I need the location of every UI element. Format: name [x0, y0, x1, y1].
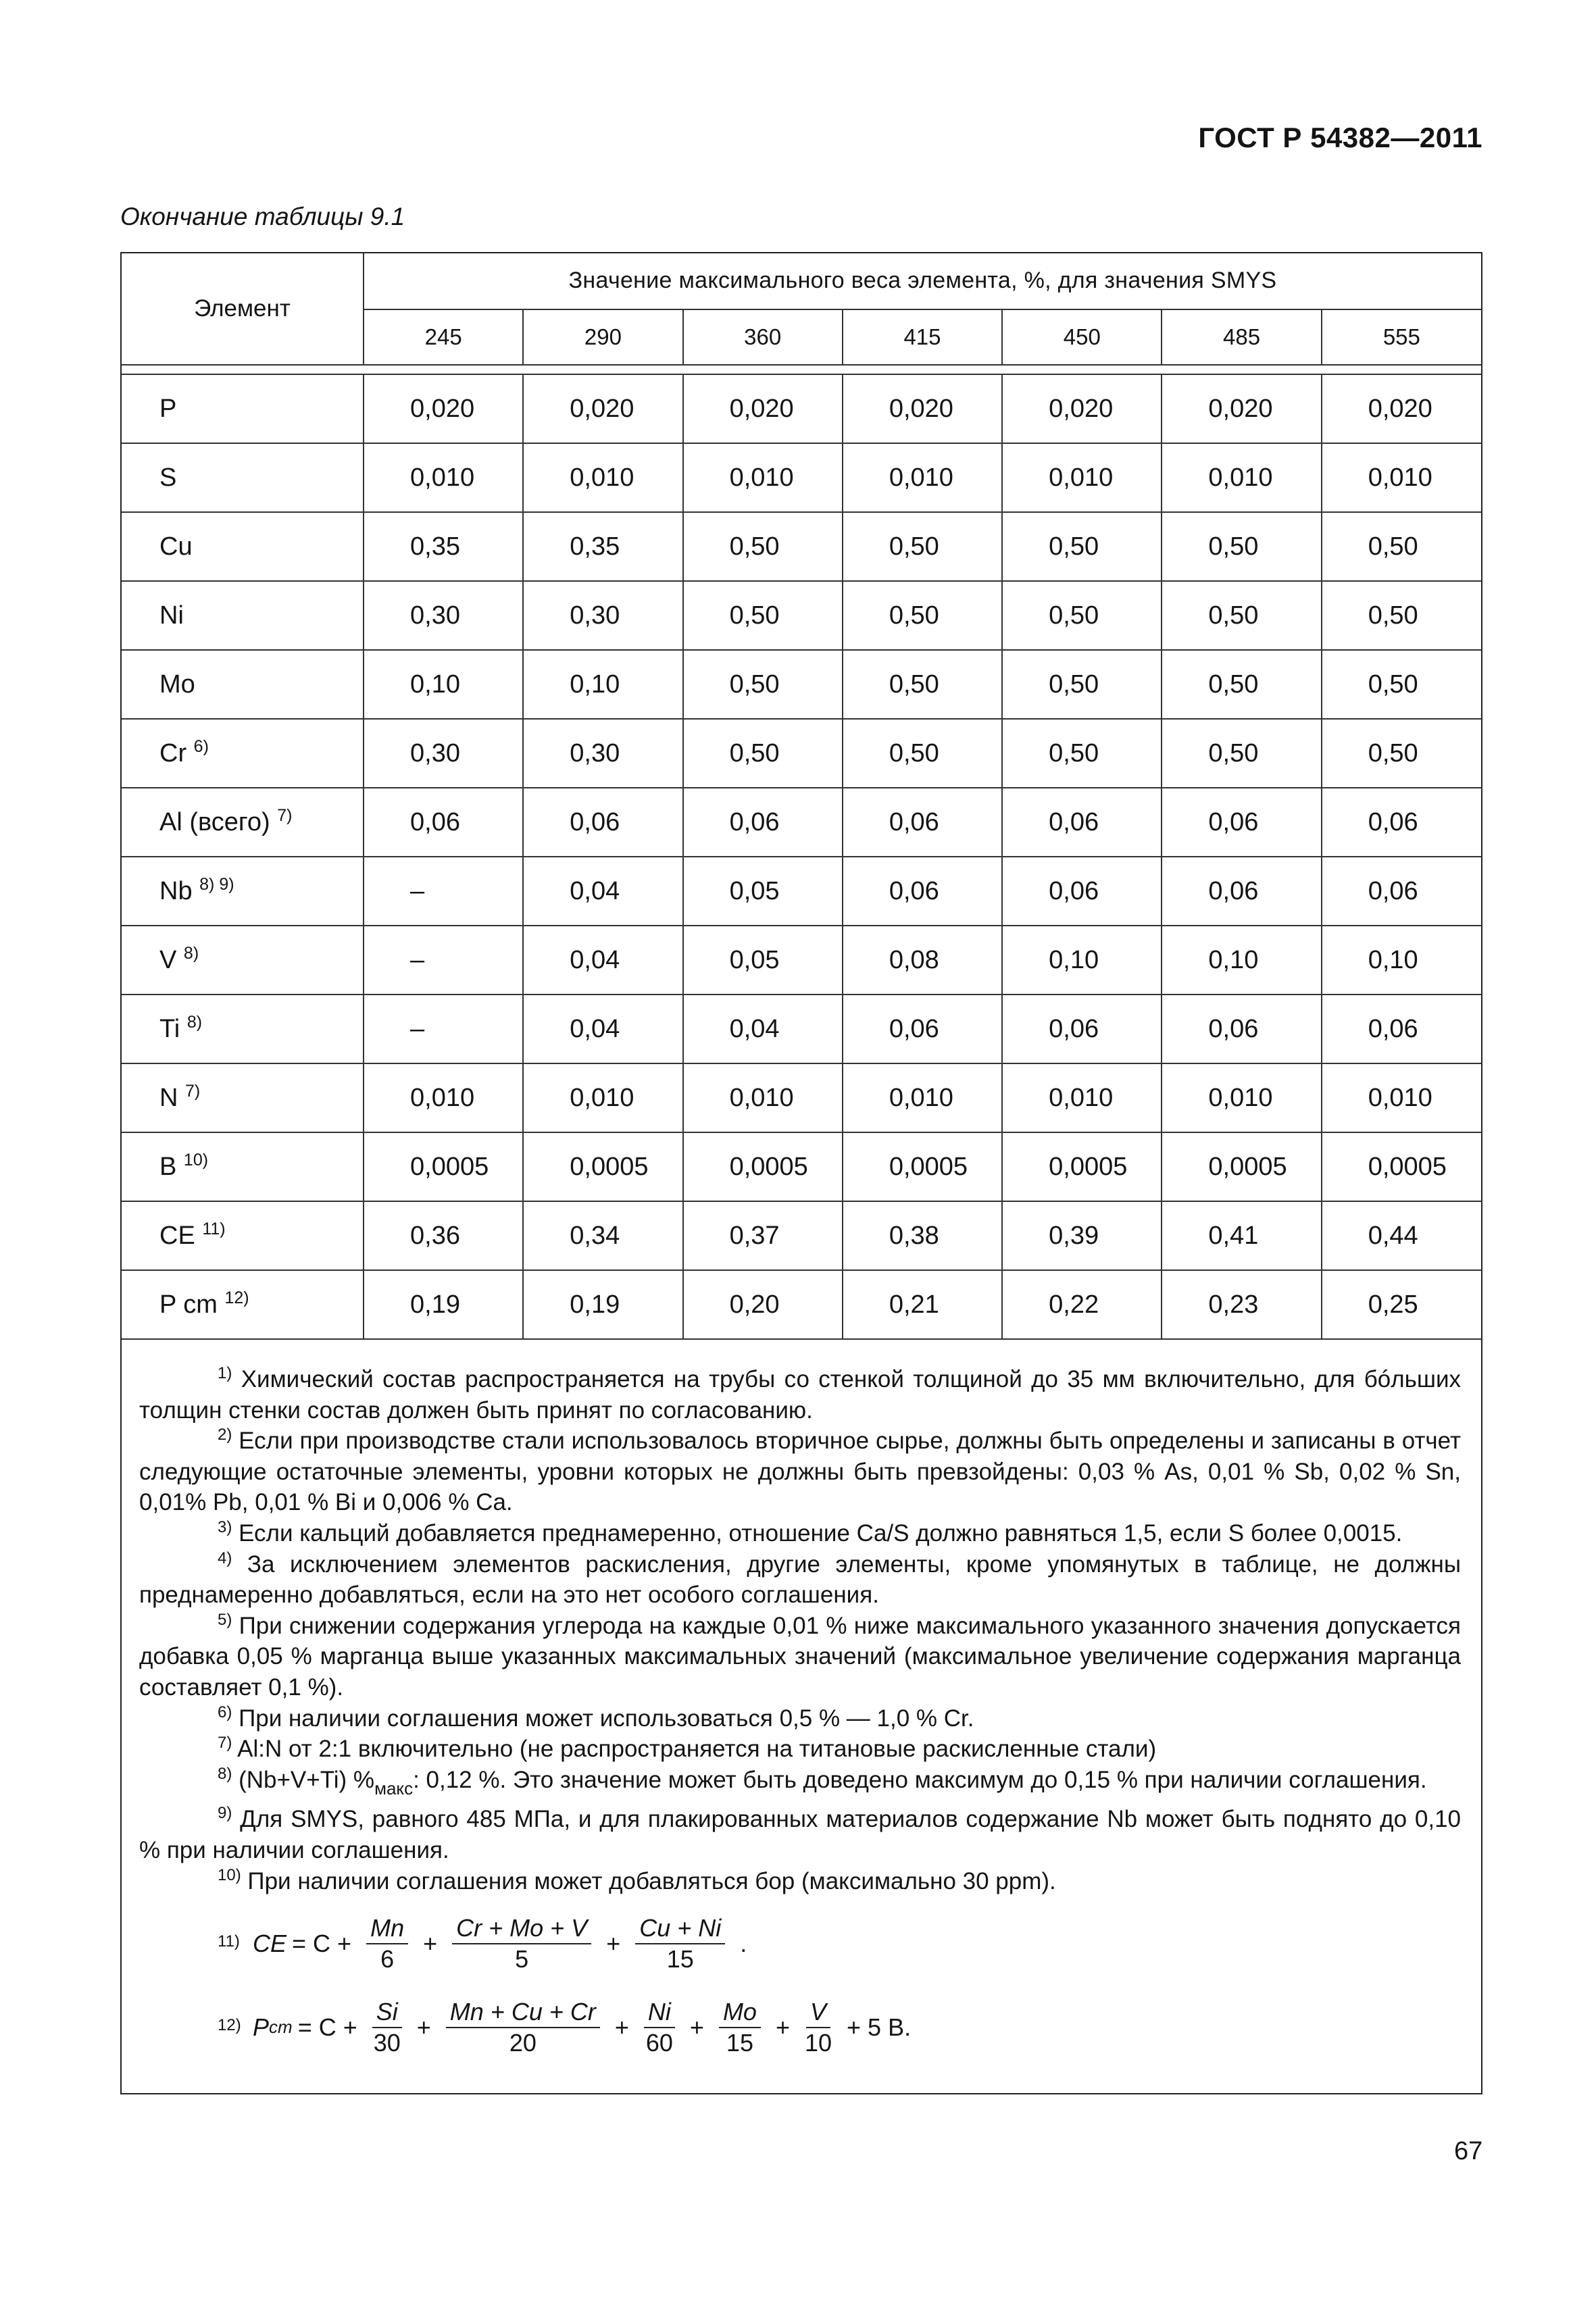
- value-cell: 0,06: [1162, 857, 1321, 926]
- value-cell: 0,0005: [523, 1132, 682, 1201]
- footnote: $^{2)}$ Если при производстве стали использовалось вторичное сырье, должны быть определены и записаны в отчет следующие остаточные элементы, уровни которых не должны быть превзойдены: 0,03 % As, 0,01 % Sb, 0,02 % Sn, 0,01% Pb, 0,01 % Bi и 0,006 % Ca.: [139, 1426, 1462, 1516]
- table-row: [122, 719, 1481, 788]
- value-cell: 0,06: [523, 788, 682, 857]
- value-cell: 0,30: [523, 581, 682, 650]
- value-cell: 0,020: [683, 374, 843, 443]
- value-cell: 0,50: [843, 581, 1002, 650]
- value-cell: 0,0005: [1002, 1132, 1162, 1201]
- value-cell: 0,06: [1162, 788, 1321, 857]
- value-cell: 0,06: [1002, 995, 1162, 1063]
- value-cell: 0,50: [1162, 512, 1321, 581]
- value-cell: 0,06: [1322, 857, 1481, 926]
- table-frame: [120, 252, 1482, 2094]
- value-cell: 0,04: [523, 926, 682, 995]
- value-cell: 0,19: [523, 1270, 682, 1339]
- table-row: [122, 1063, 1481, 1132]
- value-cell: 0,50: [1162, 581, 1321, 650]
- element-cell: P: [122, 374, 364, 443]
- footnote: $^{5)}$ При снижении содержания углерода на каждые 0,01 % ниже максимального указанного значения допускается добавка 0,05 % марганца выше указанных максимальных значений (максимальное увеличение содержания марганца составляет 0,1 %).: [139, 1610, 1461, 1701]
- value-cell: 0,50: [1002, 581, 1162, 650]
- table-row: [122, 857, 1481, 926]
- footnotes: [122, 1340, 1481, 2068]
- value-cell: 0,010: [1322, 1063, 1481, 1132]
- value-cell: 0,35: [364, 512, 523, 581]
- smys-column-header: 555: [1322, 309, 1481, 366]
- footnote-ref: 7): [185, 1081, 201, 1101]
- value-cell: 0,020: [843, 374, 1002, 443]
- value-cell: 0,020: [1162, 374, 1321, 443]
- value-cell: 0,50: [1162, 719, 1321, 788]
- value-cell: 0,06: [843, 995, 1002, 1063]
- fraction: $\frac{V}{10}$: [804, 1998, 832, 2057]
- fraction: $\frac{Mn + Cu + Cr}{20}$: [446, 1997, 600, 2058]
- table-row: [122, 926, 1481, 995]
- value-cell: 0,39: [1002, 1201, 1162, 1270]
- value-cell: 0,19: [364, 1270, 523, 1339]
- value-cell: 0,50: [1002, 650, 1162, 719]
- footnote-ref: 8): [186, 1012, 203, 1032]
- value-cell: 0,50: [1322, 581, 1481, 650]
- formula-pcm: 12) P cm = C + $\frac{Si}{30}$ + $\frac{Mn + Cu + Cr}{20}$ + $\frac{Ni}{60}$ + $\frac{Mo}{15}$ + $\frac{V}{10}$ + 5 B.: [218, 1998, 912, 2057]
- value-cell: 0,0005: [843, 1132, 1002, 1201]
- value-cell: 0,0005: [683, 1132, 843, 1201]
- value-cell: 0,50: [843, 512, 1002, 581]
- value-cell: 0,34: [523, 1201, 682, 1270]
- document-header: ГОСТ Р 54382—2011: [1198, 122, 1482, 153]
- value-cell: 0,020: [364, 374, 523, 443]
- value-cell: 0,020: [523, 374, 682, 443]
- table-body: [122, 365, 1481, 1339]
- element-column-header: Элемент: [122, 253, 364, 365]
- table-row: [122, 650, 1481, 719]
- footnote-ref: 7): [277, 805, 293, 825]
- footnote: $^{4)}$ За исключением элементов раскисления, другие элементы, кроме упомянутых в таблице, не должны преднамеренно добавляться, если на это нет особого соглашения.: [139, 1549, 1461, 1609]
- value-cell: 0,50: [843, 650, 1002, 719]
- table-row: [122, 374, 1481, 443]
- value-cell: 0,04: [523, 857, 682, 926]
- table-row: [122, 1201, 1481, 1270]
- value-cell: 0,010: [1002, 1063, 1162, 1132]
- value-cell: 0,010: [843, 1063, 1002, 1132]
- value-cell: 0,10: [1002, 926, 1162, 995]
- table-row: [122, 443, 1481, 512]
- value-cell: 0,06: [364, 788, 523, 857]
- element-cell: Ti $^{8)}$: [122, 995, 364, 1063]
- value-cell: 0,04: [683, 995, 843, 1063]
- value-cell: 0,50: [1322, 719, 1481, 788]
- value-cell: 0,010: [364, 443, 523, 512]
- value-cell: –: [364, 926, 523, 995]
- smys-column-header: 415: [843, 309, 1002, 366]
- value-cell: –: [364, 857, 523, 926]
- value-cell: 0,50: [683, 512, 843, 581]
- value-cell: 0,06: [1162, 995, 1321, 1063]
- fraction: $\frac{Ni}{60}$: [644, 1997, 675, 2058]
- value-cell: 0,05: [683, 857, 843, 926]
- value-cell: 0,010: [523, 1063, 682, 1132]
- smys-column-header: 245: [364, 309, 523, 366]
- value-cell: 0,10: [1322, 926, 1481, 995]
- footnote: $^{10)}$ При наличии соглашения может добавляться бор (максимально 30 ppm).: [218, 1865, 1056, 1894]
- smys-column-header: 290: [523, 309, 682, 366]
- value-cell: 0,21: [843, 1270, 1002, 1339]
- footnote: $^{1)}$ Химический состав распространяется на трубы со стенкой толщиной до 35 мм включительно, для бóльших толщин стенки состав должен быть принят по согласованию.: [139, 1364, 1461, 1424]
- value-cell: 0,05: [683, 926, 843, 995]
- value-cell: 0,010: [1162, 443, 1321, 512]
- value-cell: 0,010: [523, 443, 682, 512]
- table-row: [122, 581, 1481, 650]
- value-cell: 0,020: [1322, 374, 1481, 443]
- value-cell: 0,44: [1322, 1201, 1481, 1270]
- value-cell: 0,06: [683, 788, 843, 857]
- element-cell: B $^{10)}$: [122, 1132, 364, 1201]
- composition-table: [122, 253, 1481, 1340]
- value-cell: 0,38: [843, 1201, 1002, 1270]
- value-cell: 0,0005: [1162, 1132, 1321, 1201]
- value-cell: 0,08: [843, 926, 1002, 995]
- value-cell: 0,06: [1322, 788, 1481, 857]
- value-cell: 0,50: [683, 650, 843, 719]
- value-cell: 0,41: [1162, 1201, 1321, 1270]
- element-cell: V $^{8)}$: [122, 926, 364, 995]
- value-cell: 0,010: [843, 443, 1002, 512]
- value-cell: 0,06: [1002, 857, 1162, 926]
- value-cell: 0,06: [1002, 788, 1162, 857]
- header-separator: [122, 365, 1481, 374]
- fraction: $\frac{Cu + Ni}{15}$: [635, 1913, 725, 1974]
- page-number: 67: [1454, 2137, 1483, 2165]
- footnote: $^{9)}$ Для SMYS, равного 485 МПа, и для плакированных материалов содержание Nb может быть поднято до 0,10 % при наличии соглашения.: [139, 1804, 1461, 1863]
- value-cell: 0,06: [843, 788, 1002, 857]
- table-row: [122, 1270, 1481, 1339]
- value-cell: 0,50: [1162, 650, 1321, 719]
- value-cell: 0,10: [1162, 926, 1321, 995]
- smys-column-header: 360: [683, 309, 843, 366]
- value-cell: 0,010: [683, 443, 843, 512]
- value-cell: 0,04: [523, 995, 682, 1063]
- table-row: [122, 1132, 1481, 1201]
- value-cell: 0,30: [364, 581, 523, 650]
- table-row: [122, 995, 1481, 1063]
- value-cell: 0,36: [364, 1201, 523, 1270]
- footnote-8: $^{8)}$ (Nb+V+Ti) $\%_{макс}$: 0,12 %. Это значение может быть доведено максимум до 0,15 % при наличии соглашения.: [218, 1764, 1427, 1799]
- element-cell: Al (всего) $^{7)}$: [122, 788, 364, 857]
- value-cell: 0,23: [1162, 1270, 1321, 1339]
- footnote-ref: 12): [224, 1288, 249, 1307]
- smys-group-header: Значение максимального веса элемента, %, для значения SMYS: [364, 253, 1481, 309]
- footnote-ref: 11): [202, 1219, 226, 1238]
- element-cell: CE $^{11)}$: [122, 1201, 364, 1270]
- value-cell: 0,010: [364, 1063, 523, 1132]
- value-cell: 0,020: [1002, 374, 1162, 443]
- value-cell: 0,0005: [1322, 1132, 1481, 1201]
- value-cell: 0,010: [1162, 1063, 1321, 1132]
- value-cell: 0,50: [1002, 719, 1162, 788]
- value-cell: 0,20: [683, 1270, 843, 1339]
- fraction: $\frac{Si}{30}$: [373, 1998, 401, 2057]
- value-cell: 0,10: [364, 650, 523, 719]
- value-cell: 0,35: [523, 512, 682, 581]
- element-cell: N $^{7)}$: [122, 1063, 364, 1132]
- smys-column-header: 450: [1002, 309, 1162, 366]
- value-cell: 0,50: [1322, 650, 1481, 719]
- fraction: $\frac{Mn}{6}$: [366, 1913, 408, 1974]
- footnote-ref: 10): [183, 1150, 209, 1169]
- value-cell: 0,37: [683, 1201, 843, 1270]
- element-cell: Nb $^{8) 9)}$: [122, 857, 364, 926]
- value-cell: 0,0005: [364, 1132, 523, 1201]
- value-cell: 0,06: [1322, 995, 1481, 1063]
- element-cell: Ni: [122, 581, 364, 650]
- value-cell: 0,50: [1002, 512, 1162, 581]
- value-cell: 0,06: [843, 857, 1002, 926]
- value-cell: 0,50: [683, 581, 843, 650]
- value-cell: 0,25: [1322, 1270, 1481, 1339]
- table-row: [122, 512, 1481, 581]
- table-caption: Окончание таблицы 9.1: [120, 203, 405, 230]
- value-cell: 0,50: [843, 719, 1002, 788]
- element-cell: Cr $^{6)}$: [122, 719, 364, 788]
- value-cell: –: [364, 995, 523, 1063]
- value-cell: 0,010: [1322, 443, 1481, 512]
- value-cell: 0,50: [1322, 512, 1481, 581]
- value-cell: 0,30: [364, 719, 523, 788]
- value-cell: 0,010: [1002, 443, 1162, 512]
- formula-ce: 11) CE = C + $\frac{Mn}{6}$ + $\frac{Cr + Mo + V}{5}$ + $\frac{Cu + Ni}{15}$ .: [218, 1914, 747, 1973]
- smys-column-header: 485: [1162, 309, 1321, 366]
- value-cell: 0,10: [523, 650, 682, 719]
- table-row: [122, 788, 1481, 857]
- footnote: $^{3)}$ Если кальций добавляется преднамеренно, отношение Ca/S должно равняться 1,5, если S более 0,0015.: [218, 1517, 1403, 1546]
- footnote-ref: 8): [183, 943, 199, 963]
- element-cell: P cm $^{12)}$: [122, 1270, 364, 1339]
- value-cell: 0,22: [1002, 1270, 1162, 1339]
- fraction: $\frac{Mo}{15}$: [719, 1997, 761, 2058]
- footnote: $^{6)}$ При наличии соглашения может использоваться 0,5 % — 1,0 % Cr.: [218, 1703, 974, 1732]
- value-cell: 0,50: [683, 719, 843, 788]
- element-cell: Cu: [122, 512, 364, 581]
- element-cell: Mo: [122, 650, 364, 719]
- footnote-ref: 8) 9): [199, 874, 234, 894]
- element-cell: S: [122, 443, 364, 512]
- footnote-ref: 6): [193, 736, 209, 756]
- footnote: $^{7)}$ Al:N от 2:1 включительно (не распространяется на титановые раскисленные стали): [218, 1734, 1157, 1763]
- value-cell: 0,010: [683, 1063, 843, 1132]
- value-cell: 0,30: [523, 719, 682, 788]
- fraction: $\frac{Cr + Mo + V}{5}$: [452, 1913, 591, 1974]
